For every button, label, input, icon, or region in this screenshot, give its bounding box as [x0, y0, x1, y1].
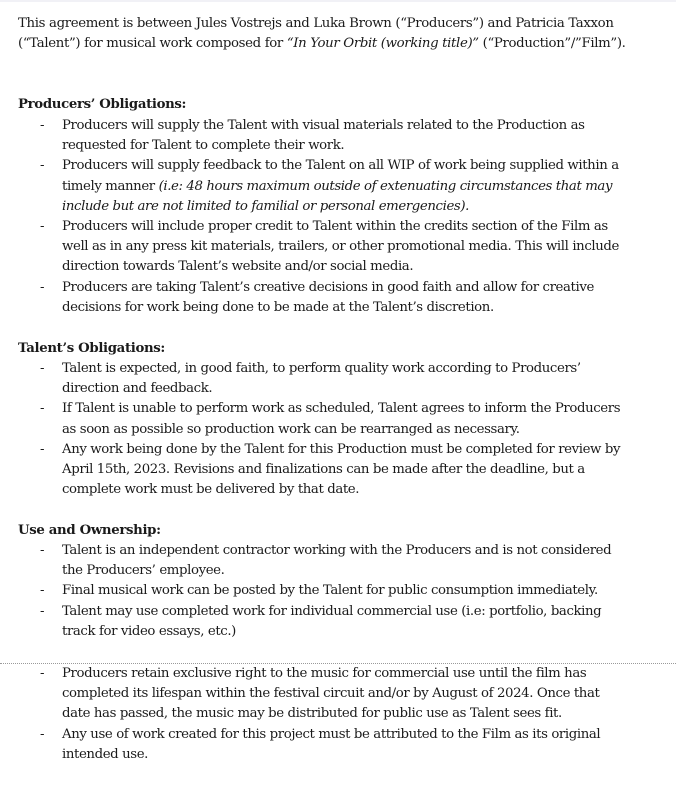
item-text: Producers will include proper credit to Talent within the credits section of the Film as well as in any press kit materials, trailers, or other promotional media. This will include direction towards Talent’s website and/or social media.: [62, 219, 619, 275]
section-title-use-and-ownership: Use and Ownership:: [18, 523, 161, 538]
list-item: [0, 217, 622, 278]
dash-bullet: -: [40, 279, 45, 295]
use-and-ownership-list: [0, 541, 676, 642]
producers-obligations-list: [0, 116, 676, 318]
list-item: [0, 581, 622, 601]
item-text: Producers are taking Talent’s creative decisions in good faith and allow for creative decisions for work being done to be made at the Talent’s discretion.: [62, 279, 594, 315]
item-text: Talent is an independent contractor working with the Producers and is not considered the Producers’ employee.: [62, 543, 612, 579]
list-item: [0, 602, 622, 642]
intro-paragraph: [18, 14, 658, 55]
item-text: Producers will supply the Talent with visual materials related to the Production as requested for Talent to complete their work.: [62, 118, 585, 154]
section-title-talents-obligations: Talent’s Obligations:: [18, 341, 165, 356]
dash-bullet: -: [40, 543, 45, 558]
item-text: Talent is expected, in good faith, to perform quality work according to Producers’ direction and feedback.: [62, 361, 581, 397]
intro-text-2: (“Production”/”Film”).: [478, 36, 626, 52]
item-text: Talent may use completed work for individual commercial use (i.e: portfolio, backing track for video essays, etc.): [62, 603, 602, 639]
dash-bullet: -: [40, 583, 45, 599]
top-border: [0, 0, 676, 2]
list-item: [0, 664, 622, 725]
list-item: [0, 725, 622, 765]
list-item: [0, 541, 622, 581]
section-title-producers-obligations: Producers’ Obligations:: [18, 97, 187, 112]
dash-bullet: -: [40, 219, 45, 235]
production-title: “In Your Orbit (working title)”: [286, 36, 479, 52]
item-italic-note: (i.e: 48 hours maximum outside of extenuating circumstances that may include but are not limited to familial or personal emergencies).: [62, 178, 613, 214]
dash-bullet: -: [40, 603, 45, 619]
item-text: Final musical work can be posted by the Talent for public consumption immediately.: [62, 583, 598, 599]
item-text: Producers will supply feedback to the Talent on all WIP of work being supplied within a timely manner: [62, 158, 619, 194]
list-item: [0, 116, 622, 156]
list-item: [0, 156, 622, 217]
dash-bullet: -: [40, 158, 45, 174]
item-text: Any use of work created for this project must be attributed to the Film as its original intended use.: [62, 726, 601, 762]
dash-bullet: -: [40, 726, 45, 742]
dash-bullet: -: [40, 361, 45, 376]
list-item: [0, 399, 622, 439]
list-item: [0, 359, 622, 399]
talents-obligations-list: [0, 359, 676, 500]
use-and-ownership-list-continued: [0, 664, 676, 765]
item-text: Producers retain exclusive right to the music for commercial use until the film has completed its lifespan within the festival circuit and/or by August of 2024. Once that date has passed, the music may be distributed for public use as Talent sees fit.: [62, 666, 600, 722]
dash-bullet: -: [40, 666, 45, 681]
item-text: If Talent is unable to perform work as scheduled, Talent agrees to inform the Producers as soon as possible so production work can be rearranged as necessary.: [62, 401, 621, 437]
dash-bullet: -: [40, 401, 45, 417]
list-item: [0, 278, 622, 318]
list-item: [0, 440, 622, 501]
intro-text-1: This agreement is between Jules Vostrejs and Luka Brown (“Producers”) and Patricia Taxxon (“Talent”) for musical work composed for: [18, 16, 614, 52]
dash-bullet: -: [40, 118, 45, 133]
dash-bullet: -: [40, 441, 45, 457]
item-text: Any work being done by the Talent for this Production must be completed for review by April 15th, 2023. Revisions and finalizations can be made after the deadline, but a complete work must be delivered by that date.: [62, 441, 621, 498]
